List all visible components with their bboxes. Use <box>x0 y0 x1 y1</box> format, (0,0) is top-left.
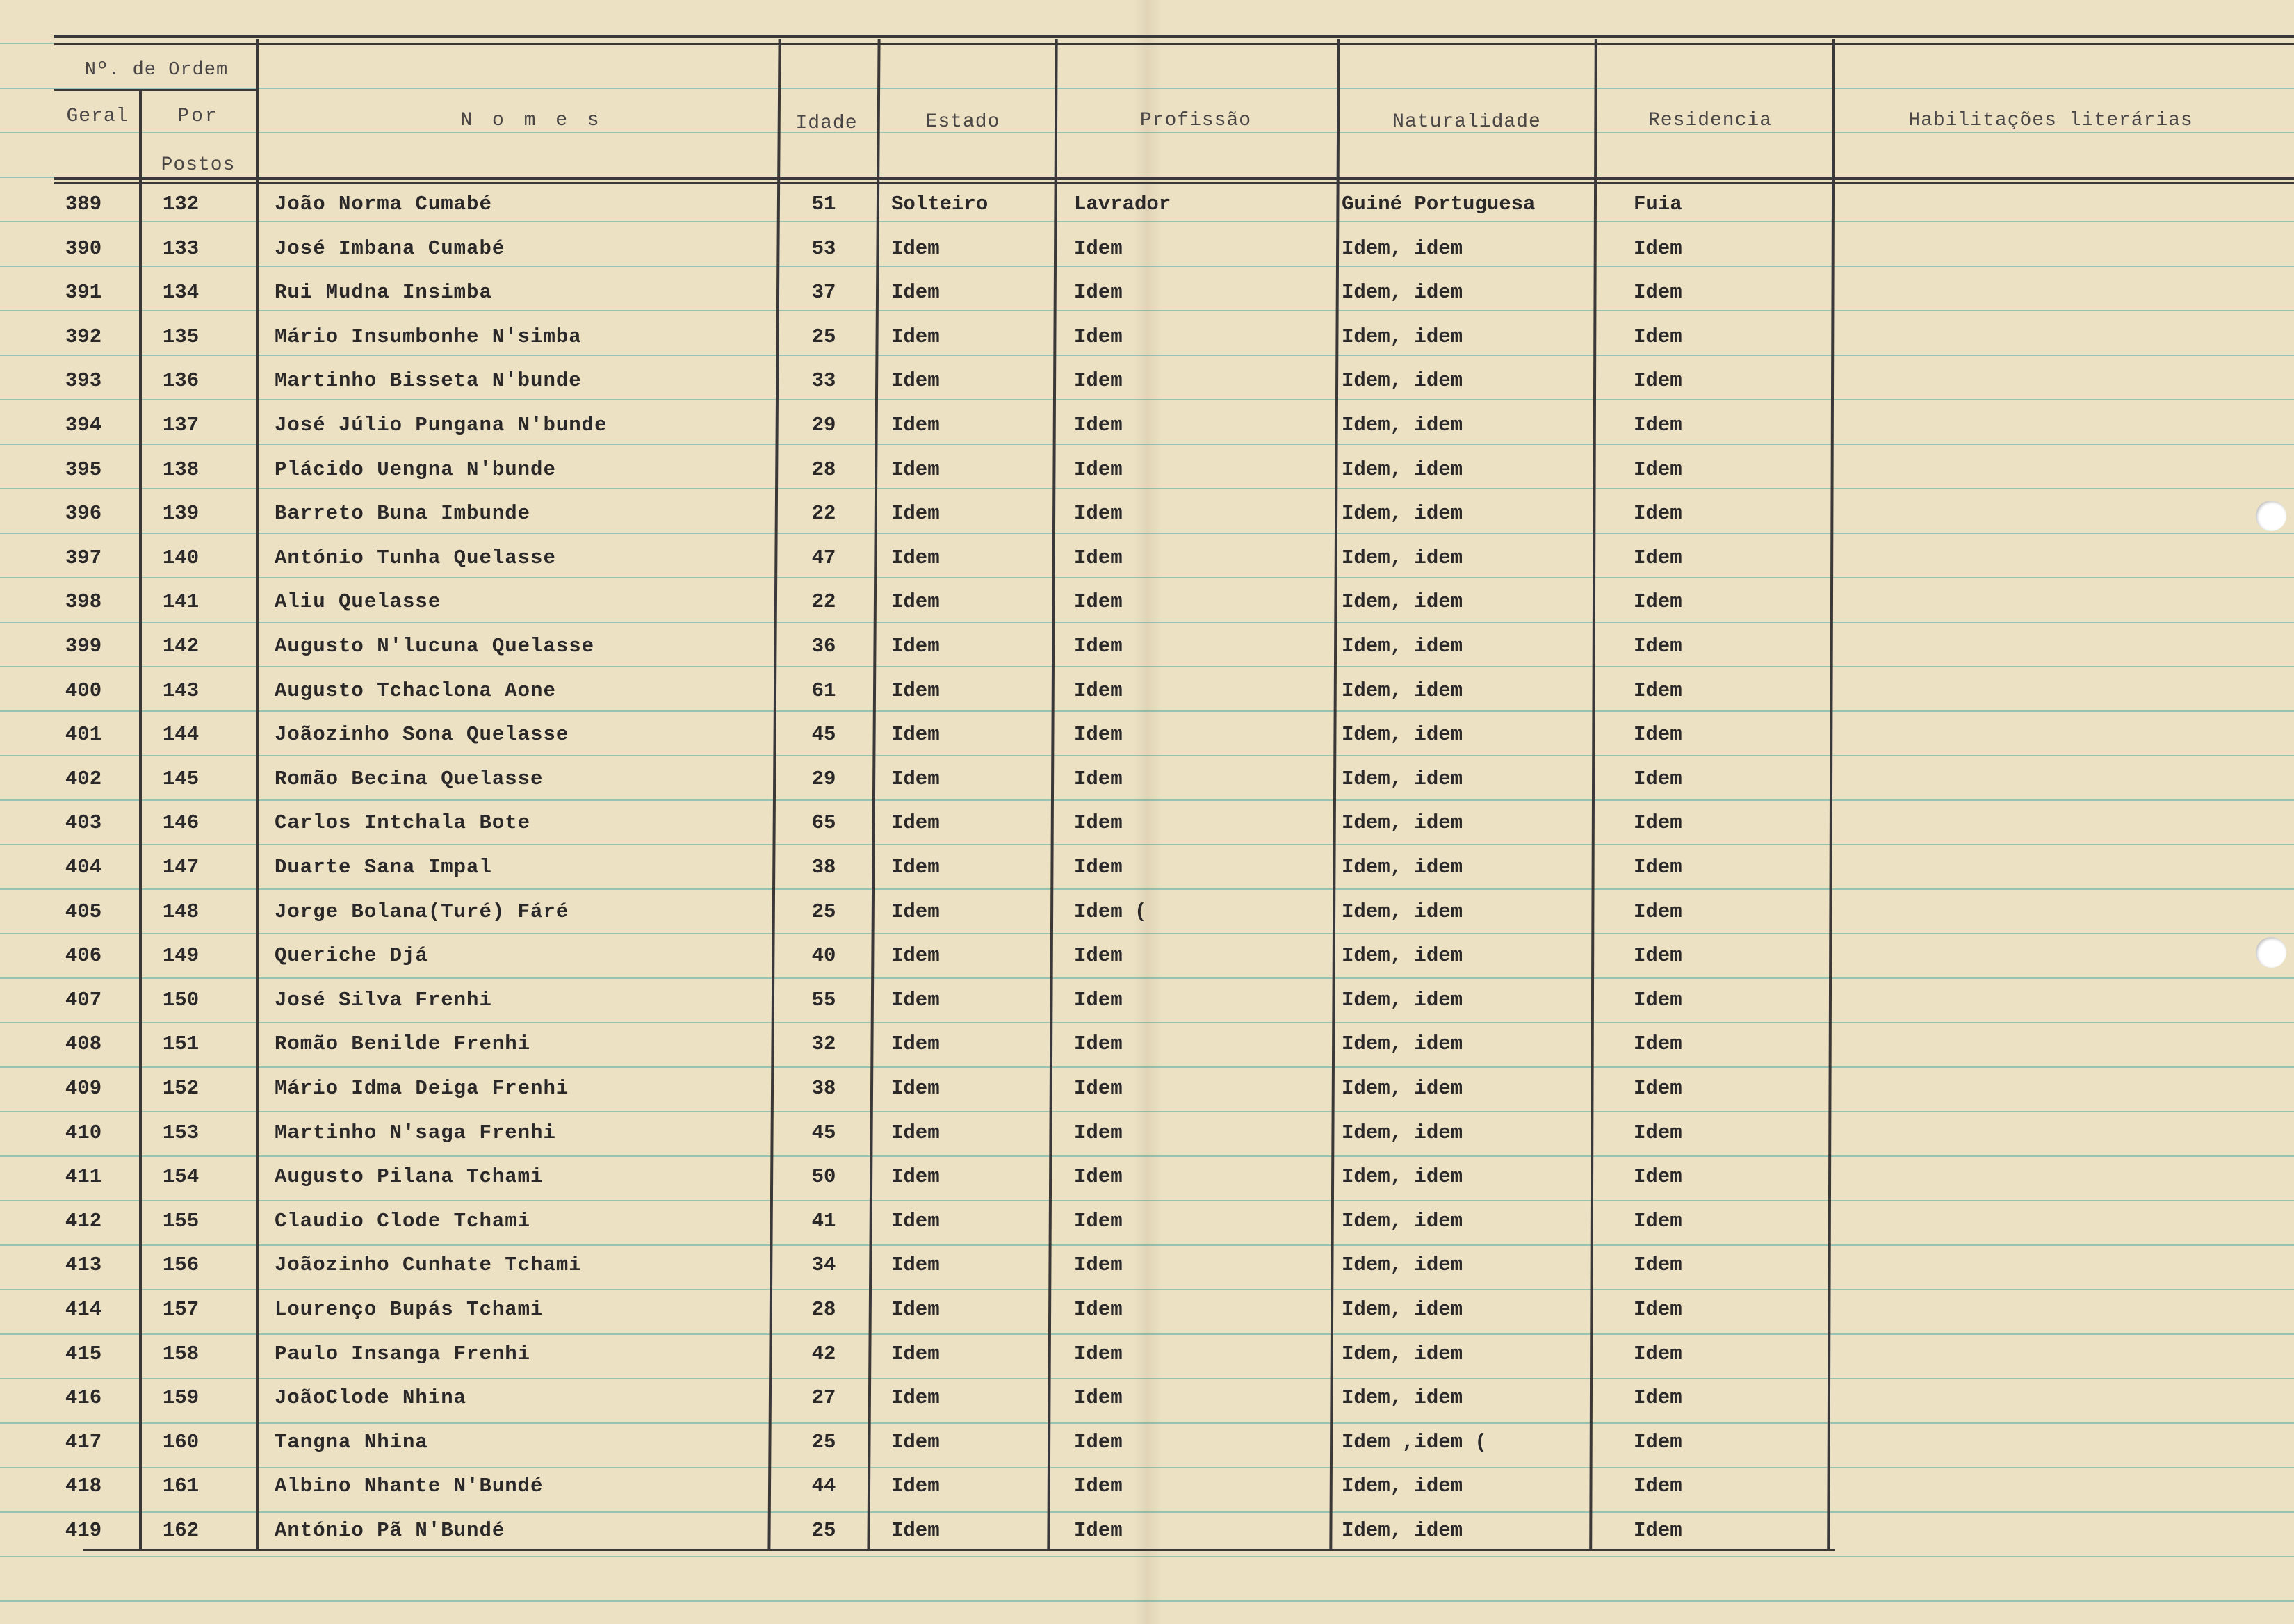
cell-residence: Idem <box>1634 944 1682 968</box>
cell-order-by-post: 160 <box>162 1430 200 1454</box>
cell-age: 61 <box>811 679 836 702</box>
col-rule-postos <box>256 39 259 1550</box>
cell-residence: Idem <box>1634 1165 1682 1189</box>
cell-profession: Idem <box>1074 1430 1123 1454</box>
cell-name: Joãozinho Cunhate Tchami <box>275 1253 582 1277</box>
cell-age: 28 <box>811 1298 836 1321</box>
cell-residence: Idem <box>1634 679 1682 702</box>
cell-order-by-post: 145 <box>162 767 200 790</box>
cell-order-by-post: 162 <box>162 1519 200 1542</box>
cell-name: Aliu Quelasse <box>275 590 441 614</box>
cell-order-general: 407 <box>65 988 102 1012</box>
cell-residence: Idem <box>1634 811 1682 835</box>
cell-order-general: 409 <box>65 1077 102 1100</box>
cell-residence: Idem <box>1634 767 1682 790</box>
cell-age: 33 <box>811 369 836 393</box>
cell-name: João Norma Cumabé <box>275 193 492 216</box>
ordem-subrule <box>54 89 256 91</box>
cell-name: JoãoClode Nhina <box>275 1386 467 1410</box>
cell-order-general: 405 <box>65 900 102 923</box>
cell-birthplace: Idem, idem <box>1342 325 1463 348</box>
cell-birthplace: Idem, idem <box>1342 1032 1463 1056</box>
cell-profession: Idem <box>1074 1298 1123 1321</box>
cell-residence: Idem <box>1634 502 1682 526</box>
cell-age: 25 <box>811 325 836 348</box>
cell-residence: Idem <box>1634 236 1682 260</box>
cell-age: 25 <box>811 1519 836 1542</box>
col-rule-estado <box>1047 39 1057 1550</box>
header-top-rule <box>54 35 2294 38</box>
punch-hole-upper <box>2256 501 2286 531</box>
cell-residence: Idem <box>1634 988 1682 1012</box>
cell-marital-status: Idem <box>891 546 940 569</box>
col-rule-residencia <box>1827 39 1835 1550</box>
cell-order-general: 397 <box>65 546 102 569</box>
cell-marital-status: Idem <box>891 369 940 393</box>
cell-name: Albino Nhante N'Bundé <box>275 1475 544 1498</box>
cell-profession: Idem <box>1074 1121 1123 1144</box>
cell-age: 65 <box>811 811 836 835</box>
header-naturalidade: Naturalidade <box>1392 111 1541 133</box>
cell-birthplace: Idem, idem <box>1342 767 1463 790</box>
cell-marital-status: Idem <box>891 1298 940 1321</box>
cell-age: 34 <box>811 1253 836 1277</box>
cell-marital-status: Idem <box>891 767 940 790</box>
cell-birthplace: Idem, idem <box>1342 1386 1463 1410</box>
cell-age: 44 <box>811 1475 836 1498</box>
header-profissao: Profissão <box>1139 110 1252 131</box>
cell-profession: Idem <box>1074 856 1123 879</box>
cell-order-general: 419 <box>65 1519 102 1542</box>
cell-order-general: 399 <box>65 635 102 658</box>
cell-order-general: 406 <box>65 944 102 968</box>
cell-age: 45 <box>811 723 836 747</box>
header-bottom-rule-2 <box>54 182 2294 184</box>
col-rule-idade <box>867 39 880 1550</box>
cell-age: 47 <box>811 546 836 569</box>
cell-name: Romão Becina Quelasse <box>275 767 544 790</box>
cell-residence: Idem <box>1634 635 1682 658</box>
cell-age: 36 <box>811 635 836 658</box>
cell-birthplace: Idem, idem <box>1342 590 1463 614</box>
cell-order-by-post: 135 <box>162 325 200 348</box>
cell-name: Claudio Clode Tchami <box>275 1209 531 1233</box>
cell-birthplace: Idem, idem <box>1342 856 1463 879</box>
cell-name: José Júlio Pungana N'bunde <box>275 414 608 437</box>
cell-age: 28 <box>811 457 836 481</box>
cell-order-general: 412 <box>65 1209 102 1233</box>
cell-residence: Idem <box>1634 1298 1682 1321</box>
cell-age: 25 <box>811 900 836 923</box>
cell-residence: Idem <box>1634 1077 1682 1100</box>
cell-order-general: 411 <box>65 1165 102 1189</box>
cell-residence: Idem <box>1634 281 1682 304</box>
cell-birthplace: Idem, idem <box>1342 236 1463 260</box>
cell-marital-status: Idem <box>891 1165 940 1189</box>
cell-profession: Idem <box>1074 679 1123 702</box>
cell-name: António Tunha Quelasse <box>275 546 556 569</box>
cell-marital-status: Idem <box>891 1121 940 1144</box>
cell-age: 32 <box>811 1032 836 1056</box>
cell-marital-status: Idem <box>891 414 940 437</box>
cell-order-general: 414 <box>65 1298 102 1321</box>
cell-residence: Idem <box>1634 457 1682 481</box>
cell-age: 45 <box>811 1121 836 1144</box>
cell-order-general: 415 <box>65 1342 102 1365</box>
cell-birthplace: Idem, idem <box>1342 1121 1463 1144</box>
cell-order-by-post: 140 <box>162 546 200 569</box>
cell-age: 27 <box>811 1386 836 1410</box>
cell-name: Duarte Sana Impal <box>275 856 492 879</box>
cell-marital-status: Idem <box>891 1430 940 1454</box>
cell-name: Jorge Bolana(Turé) Fáré <box>275 900 569 923</box>
cell-name: Martinho Bisseta N'bunde <box>275 369 582 393</box>
cell-profession: Idem <box>1074 1386 1123 1410</box>
cell-profession: Idem <box>1074 1253 1123 1277</box>
cell-order-by-post: 144 <box>162 723 200 747</box>
header-nomes: N o m e s <box>460 110 603 131</box>
cell-order-general: 403 <box>65 811 102 835</box>
header-postos: Postos <box>161 154 236 176</box>
cell-order-by-post: 136 <box>162 369 200 393</box>
header-geral: Geral <box>66 106 129 127</box>
cell-marital-status: Idem <box>891 1253 940 1277</box>
cell-order-general: 398 <box>65 590 102 614</box>
cell-marital-status: Idem <box>891 635 940 658</box>
cell-order-by-post: 137 <box>162 414 200 437</box>
cell-marital-status: Idem <box>891 679 940 702</box>
cell-birthplace: Idem, idem <box>1342 414 1463 437</box>
cell-marital-status: Idem <box>891 1386 940 1410</box>
cell-age: 51 <box>811 193 836 216</box>
cell-order-by-post: 134 <box>162 281 200 304</box>
header-ordem: Nº. de Ordem <box>84 60 229 81</box>
cell-birthplace: Idem, idem <box>1342 944 1463 968</box>
cell-profession: Idem <box>1074 369 1123 393</box>
cell-order-by-post: 153 <box>162 1121 200 1144</box>
cell-birthplace: Idem, idem <box>1342 723 1463 747</box>
cell-age: 55 <box>811 988 836 1012</box>
cell-birthplace: Idem, idem <box>1342 502 1463 526</box>
cell-age: 22 <box>811 502 836 526</box>
cell-marital-status: Idem <box>891 1077 940 1100</box>
cell-residence: Idem <box>1634 1342 1682 1365</box>
cell-marital-status: Idem <box>891 1519 940 1542</box>
cell-residence: Idem <box>1634 1386 1682 1410</box>
cell-residence: Idem <box>1634 1430 1682 1454</box>
punch-hole-lower <box>2256 937 2286 968</box>
cell-birthplace: Idem, idem <box>1342 546 1463 569</box>
cell-name: António Pã N'Bundé <box>275 1519 505 1542</box>
cell-profession: Idem <box>1074 457 1123 481</box>
cell-order-general: 396 <box>65 502 102 526</box>
cell-marital-status: Idem <box>891 236 940 260</box>
cell-order-general: 389 <box>65 193 102 216</box>
cell-residence: Idem <box>1634 1121 1682 1144</box>
cell-profession: Idem <box>1074 1032 1123 1056</box>
cell-order-general: 418 <box>65 1475 102 1498</box>
cell-residence: Idem <box>1634 369 1682 393</box>
cell-marital-status: Idem <box>891 590 940 614</box>
cell-residence: Idem <box>1634 1032 1682 1056</box>
header-habilitacoes: Habilitações literárias <box>1908 110 2193 131</box>
cell-name: Joãozinho Sona Quelasse <box>275 723 569 747</box>
cell-order-general: 393 <box>65 369 102 393</box>
cell-order-by-post: 143 <box>162 679 200 702</box>
cell-name: Lourenço Bupás Tchami <box>275 1298 544 1321</box>
cell-age: 29 <box>811 414 836 437</box>
cell-name: Romão Benilde Frenhi <box>275 1032 531 1056</box>
header-residencia: Residencia <box>1648 110 1773 131</box>
cell-residence: Idem <box>1634 546 1682 569</box>
cell-marital-status: Idem <box>891 944 940 968</box>
cell-marital-status: Idem <box>891 811 940 835</box>
table-bottom-rule <box>83 1549 1835 1551</box>
cell-order-general: 395 <box>65 457 102 481</box>
cell-birthplace: Idem, idem <box>1342 900 1463 923</box>
cell-order-by-post: 141 <box>162 590 200 614</box>
cell-birthplace: Guiné Portuguesa <box>1342 193 1536 216</box>
cell-residence: Idem <box>1634 414 1682 437</box>
cell-birthplace: Idem, idem <box>1342 988 1463 1012</box>
cell-profession: Idem <box>1074 723 1123 747</box>
cell-marital-status: Idem <box>891 1209 940 1233</box>
cell-residence: Idem <box>1634 590 1682 614</box>
cell-profession: Idem <box>1074 635 1123 658</box>
cell-name: Augusto Tchaclona Aone <box>275 679 556 702</box>
cell-marital-status: Idem <box>891 723 940 747</box>
cell-birthplace: Idem, idem <box>1342 635 1463 658</box>
cell-age: 50 <box>811 1165 836 1189</box>
cell-name: Paulo Insanga Frenhi <box>275 1342 531 1365</box>
cell-order-general: 402 <box>65 767 102 790</box>
cell-name: Rui Mudna Insimba <box>275 281 492 304</box>
cell-name: Martinho N'saga Frenhi <box>275 1121 556 1144</box>
cell-name: José Silva Frenhi <box>275 988 492 1012</box>
cell-birthplace: Idem ,idem ( <box>1342 1430 1487 1454</box>
cell-name: Mário Idma Deiga Frenhi <box>275 1077 569 1100</box>
col-rule-profissao <box>1329 39 1340 1550</box>
header-bottom-rule <box>54 177 2294 180</box>
cell-residence: Idem <box>1634 1253 1682 1277</box>
cell-name: Mário Insumbonhe N'simba <box>275 325 582 348</box>
cell-profession: Idem <box>1074 325 1123 348</box>
cell-name: Barreto Buna Imbunde <box>275 502 531 526</box>
cell-order-general: 390 <box>65 236 102 260</box>
cell-marital-status: Idem <box>891 457 940 481</box>
cell-order-by-post: 159 <box>162 1386 200 1410</box>
cell-birthplace: Idem, idem <box>1342 281 1463 304</box>
cell-order-by-post: 151 <box>162 1032 200 1056</box>
cell-birthplace: Idem, idem <box>1342 457 1463 481</box>
cell-residence: Idem <box>1634 900 1682 923</box>
cell-age: 53 <box>811 236 836 260</box>
cell-profession: Idem <box>1074 546 1123 569</box>
cell-profession: Idem ( <box>1074 900 1147 923</box>
cell-profession: Idem <box>1074 1209 1123 1233</box>
cell-residence: Idem <box>1634 1475 1682 1498</box>
cell-order-by-post: 138 <box>162 457 200 481</box>
cell-order-general: 417 <box>65 1430 102 1454</box>
cell-order-general: 391 <box>65 281 102 304</box>
cell-order-by-post: 132 <box>162 193 200 216</box>
cell-birthplace: Idem, idem <box>1342 1165 1463 1189</box>
cell-order-general: 401 <box>65 723 102 747</box>
cell-profession: Lavrador <box>1074 193 1171 216</box>
cell-marital-status: Idem <box>891 502 940 526</box>
cell-marital-status: Idem <box>891 1032 940 1056</box>
cell-profession: Idem <box>1074 281 1123 304</box>
cell-age: 42 <box>811 1342 836 1365</box>
cell-name: Augusto Pilana Tchami <box>275 1165 544 1189</box>
cell-profession: Idem <box>1074 944 1123 968</box>
cell-birthplace: Idem, idem <box>1342 1475 1463 1498</box>
cell-residence: Idem <box>1634 723 1682 747</box>
cell-order-general: 392 <box>65 325 102 348</box>
cell-residence: Fuia <box>1634 193 1682 216</box>
header-estado: Estado <box>925 111 1000 133</box>
cell-residence: Idem <box>1634 1209 1682 1233</box>
cell-birthplace: Idem, idem <box>1342 811 1463 835</box>
cell-marital-status: Idem <box>891 988 940 1012</box>
cell-order-by-post: 148 <box>162 900 200 923</box>
col-rule-naturalidade <box>1589 39 1597 1550</box>
cell-order-general: 400 <box>65 679 102 702</box>
cell-order-by-post: 157 <box>162 1298 200 1321</box>
cell-birthplace: Idem, idem <box>1342 1298 1463 1321</box>
cell-profession: Idem <box>1074 988 1123 1012</box>
cell-profession: Idem <box>1074 1342 1123 1365</box>
cell-order-general: 394 <box>65 414 102 437</box>
cell-profession: Idem <box>1074 502 1123 526</box>
cell-order-by-post: 156 <box>162 1253 200 1277</box>
cell-marital-status: Idem <box>891 900 940 923</box>
cell-order-by-post: 150 <box>162 988 200 1012</box>
cell-marital-status: Idem <box>891 281 940 304</box>
cell-marital-status: Idem <box>891 325 940 348</box>
cell-order-by-post: 152 <box>162 1077 200 1100</box>
cell-profession: Idem <box>1074 767 1123 790</box>
cell-order-general: 410 <box>65 1121 102 1144</box>
cell-order-by-post: 139 <box>162 502 200 526</box>
cell-order-by-post: 161 <box>162 1475 200 1498</box>
cell-profession: Idem <box>1074 811 1123 835</box>
cell-birthplace: Idem, idem <box>1342 1253 1463 1277</box>
cell-birthplace: Idem, idem <box>1342 679 1463 702</box>
cell-birthplace: Idem, idem <box>1342 1077 1463 1100</box>
col-rule-nomes <box>767 39 781 1550</box>
cell-order-by-post: 146 <box>162 811 200 835</box>
cell-profession: Idem <box>1074 590 1123 614</box>
cell-residence: Idem <box>1634 1519 1682 1542</box>
cell-name: José Imbana Cumabé <box>275 236 505 260</box>
cell-birthplace: Idem, idem <box>1342 369 1463 393</box>
header-top-rule-2 <box>54 43 2294 45</box>
cell-profession: Idem <box>1074 1475 1123 1498</box>
cell-profession: Idem <box>1074 1519 1123 1542</box>
cell-age: 29 <box>811 767 836 790</box>
cell-profession: Idem <box>1074 1077 1123 1100</box>
cell-profession: Idem <box>1074 236 1123 260</box>
cell-order-by-post: 158 <box>162 1342 200 1365</box>
cell-age: 38 <box>811 856 836 879</box>
cell-age: 38 <box>811 1077 836 1100</box>
cell-order-general: 413 <box>65 1253 102 1277</box>
cell-profession: Idem <box>1074 414 1123 437</box>
cell-order-by-post: 147 <box>162 856 200 879</box>
cell-order-general: 416 <box>65 1386 102 1410</box>
cell-age: 37 <box>811 281 836 304</box>
cell-name: Augusto N'lucuna Quelasse <box>275 635 595 658</box>
cell-birthplace: Idem, idem <box>1342 1342 1463 1365</box>
cell-birthplace: Idem, idem <box>1342 1519 1463 1542</box>
cell-name: Tangna Nhina <box>275 1430 428 1454</box>
header-idade: Idade <box>795 113 858 134</box>
cell-name: Carlos Intchala Bote <box>275 811 531 835</box>
cell-order-by-post: 155 <box>162 1209 200 1233</box>
cell-order-by-post: 154 <box>162 1165 200 1189</box>
cell-residence: Idem <box>1634 856 1682 879</box>
cell-birthplace: Idem, idem <box>1342 1209 1463 1233</box>
cell-name: Queriche Djá <box>275 944 428 968</box>
cell-residence: Idem <box>1634 325 1682 348</box>
cell-age: 40 <box>811 944 836 968</box>
cell-marital-status: Idem <box>891 1342 940 1365</box>
cell-order-general: 408 <box>65 1032 102 1056</box>
cell-marital-status: Idem <box>891 856 940 879</box>
cell-age: 25 <box>811 1430 836 1454</box>
cell-order-by-post: 133 <box>162 236 200 260</box>
cell-profession: Idem <box>1074 1165 1123 1189</box>
cell-marital-status: Solteiro <box>891 193 989 216</box>
cell-name: Plácido Uengna N'bunde <box>275 457 556 481</box>
cell-order-general: 404 <box>65 856 102 879</box>
cell-age: 41 <box>811 1209 836 1233</box>
cell-order-by-post: 142 <box>162 635 200 658</box>
cell-order-by-post: 149 <box>162 944 200 968</box>
cell-age: 22 <box>811 590 836 614</box>
cell-marital-status: Idem <box>891 1475 940 1498</box>
header-por: Por <box>177 106 219 127</box>
